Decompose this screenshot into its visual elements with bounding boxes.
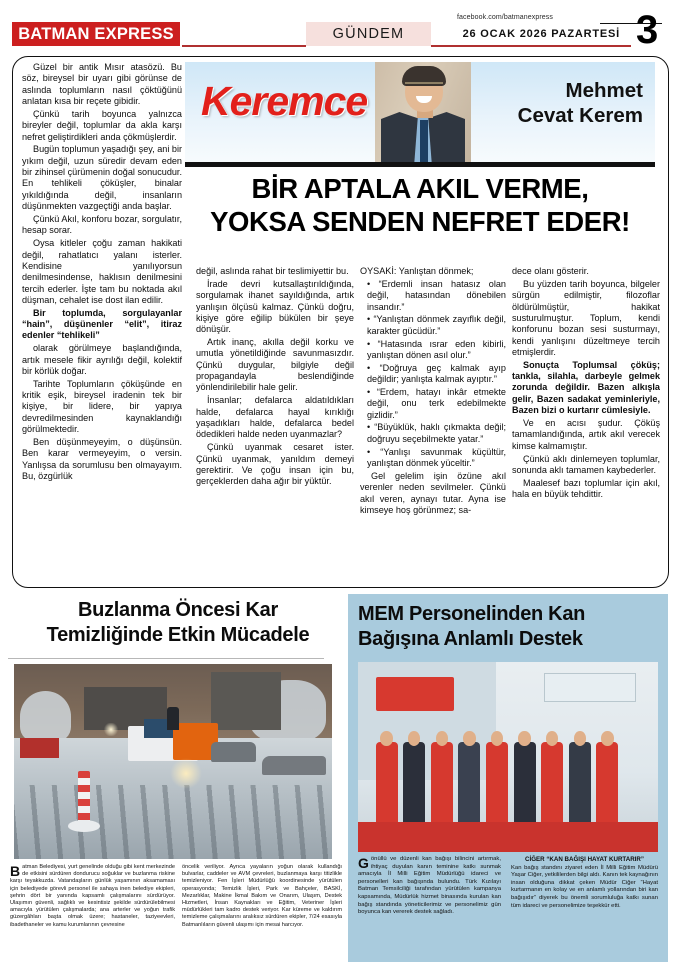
social-handle[interactable]: facebook.com/batmanexpress (457, 14, 553, 21)
newspaper-logo-text: BATMAN EXPRESS (18, 24, 174, 43)
story-left-body-col2: öncelik veriliyor. Ayrıca yayaların yoğun olarak kullandığı bulvarlar, caddeler ve AVM çevreleri, buzlanmaya karşı titizlikle temizleniyor. Fen İşleri Müdürlüğü koordinesinde yürütülen operasyonda; Temizlik İşleri, Park ve Bahçeler, BASKİ, Mezarlıklar, Makine İkmal Bakım ve Onarım, Ulaşım, Destek Hizmetleri, İnsan Kaynakları ve Eğitim, Veteriner İşleri müdürlükleri tam kadro destek veriyor. Kar küreme ve kaldırım temizleme çalışmalarını aralıksız sürdüren ekipler, 7/24 esasıyla Batmanlıların güvenli ulaşımı için mesai harcıyor. (182, 864, 342, 928)
issue-date: 26 OCAK 2026 PAZARTESİ (462, 28, 620, 40)
story-blood-donation (348, 594, 668, 962)
article-paragraph: Ben düşünmeyeyim, o düşünsün. Ben karar vermeyeyim, o versin. Yanlışsa da sorumlusu ben olmayayım. Bu, özgürlük (22, 437, 182, 482)
article-paragraph: • “Erdemli insan hatasız olan değil, hatasından dönebilen insandır.” (367, 278, 506, 312)
story-left-body-col1-text: atman Belediyesi, yurt genelinde olduğu gibi kent merkezinde de etkisini sürdüren dondurucu soğuklar ve buzlanma riskine karşı teyakkuzda. Vatandaşların günlük yaşamının aksamaması için belediyede görevli personel ile sahaya inen belediye ekipleri, şehrin dört bir yanında kapsamlı çalışmalarını sürdürüyor. Ulaşımın güvenli, sağlıklı ve kesintisiz şekilde sürdürülebilmesi amacıyla yürütülen çalışmalarda; ana arterler ve yoğun trafik güzergâhları başta olmak üzere; hastaneler, taziyeevleri, ibadethaneler ve kamu kurumlarının çevresine (10, 864, 175, 928)
blood-donation-photo (358, 662, 658, 852)
masthead-rule-right (431, 45, 631, 47)
snow-clearing-photo (14, 664, 332, 859)
article-paragraph: Artık inanç, akılla değil korku ve umutla yönetildiğinde savunmasızdır. Çünkü duygular, bilgiyle değil propagandayla beslendiğinde yönlendirilebilir hale gelir. (196, 337, 354, 393)
story-right-headline-line2: Bağışına Anlamlı Destek (358, 628, 583, 650)
columnist-divider-bar (185, 162, 655, 167)
story-left-body-col1 (10, 864, 175, 929)
section-tag-label: GÜNDEM (332, 26, 405, 42)
article-paragraph: Çünkü aklı dinlemeyen toplumlar, sonunda aklı tamamen kaybederler. (512, 453, 660, 475)
article-column-1 (22, 62, 182, 484)
article-paragraph: İnsanlar; defalarca aldatıldıkları halde, defalarca hayal kırıklığı yaşadıkları halde, defalarca bedel ödedikleri halde neden uyanmazlar? (196, 395, 354, 440)
article-paragraph: Gel gelelim işin özüne akıl verenler neden sevilmeler. Çünkü akıl veren, aynayı tutar. Ayna ise kimseye hoş görünmez; sa- (360, 470, 506, 515)
article-paragraph: OYSAKİ: Yanlıştan dönmek; (360, 266, 474, 276)
story-left-dropcap: B (10, 863, 21, 879)
story-right-body-col1-text: önüllü ve düzenli kan bağışı bilincini artırmak, ihtiyaç duyulan kanın teminine katkı sunmak amacıyla İl Milli Eğitim Müdürlüğü idareci ve personelleri kan bağışında bulundu. Türk Kızılayı Batman Temsilciliği tarafından yürütülen kampanya kapsamında, Müdürlük hizmet binasında kurulan kan bağış standında yöneticilerimiz ve personelimiz gün boyunca kan vererek destek sağladı. (358, 856, 501, 916)
article-paragraph: • “Erdem, hatayı inkâr etmekte değil, onu terk edebilmekte gizlidir.” (367, 386, 506, 420)
article-paragraph: Bir toplumda, sorgulayanlar “hain”, düşünenler “elit”, itiraz edenler “tehlikeli” (22, 307, 182, 341)
masthead-rule-left (182, 45, 306, 47)
article-paragraph: Çünkü Akıl, konforu bozar, sorgulatır, hesap sorar. (22, 213, 182, 236)
article-column-2 (196, 266, 354, 489)
article-paragraph: Maalesef bazı toplumlar için akıl, hala en büyük tehdittir. (512, 477, 660, 500)
page-number: 3 (636, 8, 658, 52)
columnist-banner (185, 62, 655, 162)
article-paragraph: Çünkü tarih boyunca yalnızca bireyler değil, toplumlar da akla karşı nefret geliştirdikleri anda çökmüşlerdir. (22, 108, 182, 142)
article-paragraph: Bu yüzden tarih boyunca, bilgeler sürgün edilmiştir, filozoflar öldürülmüştür, hakikat susturulmuştur. Toplum, kendi konforunu bozan sesi susturmayı, kendi yanlışını düzeltmeye tercih etmişlerdir. (512, 278, 660, 357)
article-column-4 (512, 266, 660, 502)
newspaper-logo[interactable] (12, 22, 180, 46)
article-paragraph: Çünkü uyanmak cesaret ister. Çünkü uyanmak, yanıldım demeyi gerektirir. Ve çoğu insan için bu, gerçeklerden daha ağır bir yüktür. (196, 442, 354, 487)
columnist-brand-title: Keremce (201, 78, 368, 124)
story-right-headline-line1: MEM Personelinden Kan (358, 603, 586, 625)
article-paragraph: • “Hatasında ısrar eden kibirli, yanlıştan dönen asıl olur.” (367, 338, 506, 360)
article-paragraph: Bugün toplumun yaşadığı şey, ani bir yıkım değil, uzun süredir devam eden bir zihinsel çürümenin doğal sonucudur. En tehlikeli çöküşler, binalar yıkıldığında değil, insanların düşünmekten vazgeçtiği anda başlar. (22, 144, 182, 212)
story-left-rule (8, 658, 324, 659)
author-name-line1: Mehmet (565, 79, 643, 102)
masthead (0, 0, 679, 56)
columnist-author-name (485, 78, 643, 128)
article-paragraph: olarak görülmeye başlandığında, artık mesele fikir ayrılığı değil, kolektif bir körlük doğar. (22, 343, 182, 376)
article-paragraph: • “Yanlışı savunmak küçültür, yanlıştan dönmek yüceltir.” (367, 446, 506, 468)
article-paragraph: değil, aslında rahat bir teslimiyettir bu. (196, 266, 349, 276)
article-paragraph: Oysa kitleler çoğu zaman hakikati değil, rahatlatıcı yalanı isterler. Kendisine yanılıyorsun denilmesindense, haklısın denilmesini tercih ederler. İşte tam bu noktada akıl düşman, cehalet ise dost ilan edilir. (22, 238, 182, 305)
article-paragraph: dece olanı gösterir. (512, 266, 589, 276)
story-right-dropcap: G (358, 855, 369, 871)
story-left-headline (12, 598, 344, 647)
headline-line-2: YOKSA SENDEN NEFRET EDER! (210, 206, 630, 237)
article-paragraph: Ve en acısı şudur. Çöküş tamamlandığında, artık akıl verecek kimse kalmamıştır. (512, 417, 660, 451)
story-right-body-col2 (511, 856, 658, 910)
article-paragraph: Tarihte Toplumların çöküşünde en kritik eşik, bireysel iradenin tek bir kişiye, bir lidere, bir yapıya devredilmesinden kaynaklandığı görülmektedir. (22, 378, 182, 435)
article-paragraph: • “Büyüklük, haklı çıkmakta değil; doğruyu seçebilmekte yatar.” (367, 422, 506, 444)
columnist-headline (185, 172, 655, 238)
article-paragraph: • “Doğruya geç kalmak ayıp değildir; yanlışta kalmak ayıptır.” (367, 362, 506, 385)
photo-people-group (370, 727, 646, 833)
section-tag (306, 22, 431, 46)
headline-line-1: BİR APTALA AKIL VERME, (251, 173, 589, 204)
article-paragraph: • “Yanlıştan dönmek zayıflık değil, karakter gücüdür.” (367, 314, 506, 336)
story-left-headline-line2: Temizliğinde Etkin Mücadele (46, 623, 310, 646)
article-paragraph: Sonuçta Toplumsal çöküş; tankla, silahla, darbeyle gelmek zorunda değildir. Bazen alkışla gelir, Bazen sadakat yeminleriyle, Bazen bizi o kurtarır cümlesiyle. (512, 359, 660, 416)
article-paragraph: Güzel bir antik Mısır atasözü. Bu söz, bireysel bir uyarı gibi görünse de aslında toplumların nasıl çöktüğünü anlatan kısa bir reçete gibidir. (22, 62, 182, 107)
story-right-body-col2-text: Kan bağış standını ziyaret eden İl Milli Eğitim Müdürü Yaşar Ciğer, yetkililerden bilgi aldı. Kanın tek kaynağının insan olduğuna dikkat çeken Müdür Ciğer “Hayat kurtarmanın en kolay ve en anlamlı yollarından biri kan bağışıdır” diyerek bu önemli sorumluluğa katkı sunan tüm idareci ve personelimize teşekkür etti. (511, 864, 658, 909)
story-right-subhead: CİĞER “KAN BAĞIŞI HAYAT KURTARIR” (525, 856, 644, 863)
story-right-headline (358, 602, 658, 652)
article-column-3 (360, 266, 506, 518)
article-paragraph: İrade devri kutsallaştırıldığında, sorgulamak ihanet sayıldığında, artık yanlışın ölçüsü kalmaz. Çünkü doğru, kişiye göre eğilip bükülen bir şeye dönüşür. (196, 278, 354, 335)
story-right-body-col1 (358, 856, 501, 917)
author-name-line2: Cevat Kerem (517, 104, 643, 127)
columnist-portrait-photo (375, 62, 471, 162)
story-left-headline-line1: Buzlanma Öncesi Kar (78, 599, 278, 621)
